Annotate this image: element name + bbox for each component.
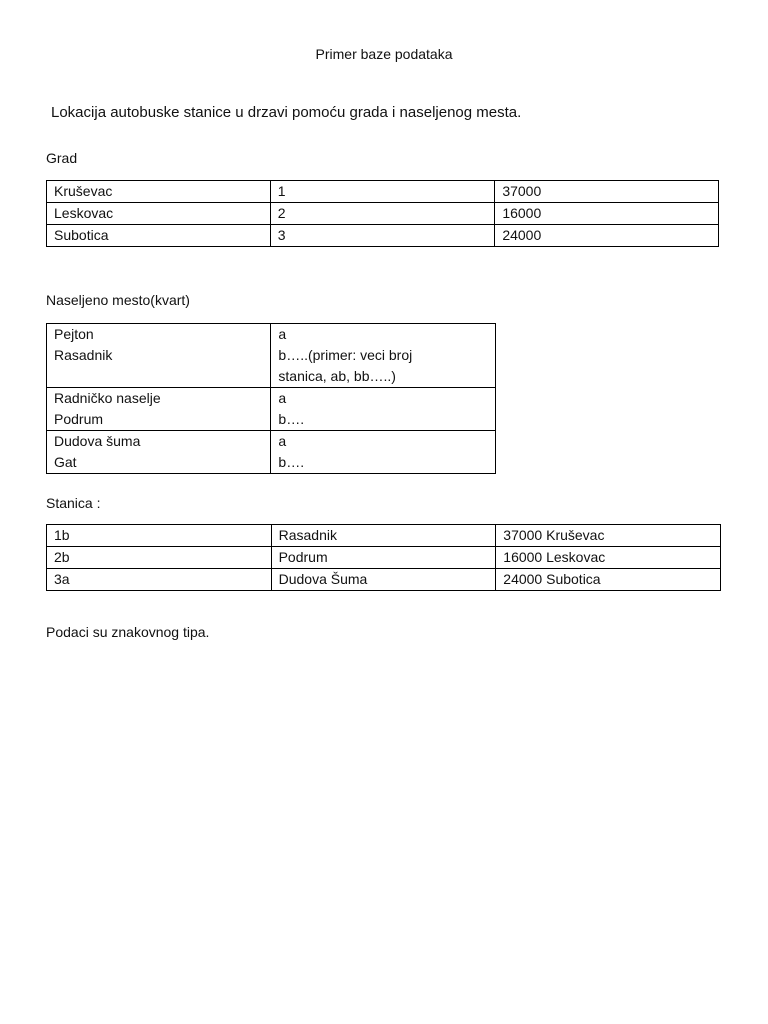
table-cell: 24000 <box>495 225 719 247</box>
intro-text: Lokacija autobuske stanice u drzavi pomoću grada i naseljenog mesta. <box>51 104 522 121</box>
cell-line: stanica, ab, bb…..) <box>278 368 396 384</box>
table-cell: 3a <box>47 569 272 591</box>
table-cell <box>47 431 271 474</box>
table-row <box>47 569 721 591</box>
table-row <box>47 181 719 203</box>
stanica-heading: Stanica : <box>46 495 101 511</box>
table-cell: 37000 <box>495 181 719 203</box>
cell-line: b…. <box>278 454 305 470</box>
table-cell: 1b <box>47 525 272 547</box>
table-row <box>47 203 719 225</box>
table-row <box>47 547 721 569</box>
naselje-heading: Naseljeno mesto(kvart) <box>46 292 190 308</box>
page-title: Primer baze podataka <box>315 46 453 62</box>
table-row <box>47 525 721 547</box>
cell-line: b…..(primer: veci broj <box>278 347 413 363</box>
table-row <box>47 431 496 474</box>
grad-table <box>46 180 719 247</box>
table-cell <box>271 388 496 431</box>
table-cell: Podrum <box>271 547 496 569</box>
table-cell: 37000 Kruševac <box>496 525 721 547</box>
grad-heading: Grad <box>46 150 78 166</box>
table-cell: 2 <box>270 203 495 225</box>
cell-line: b…. <box>278 411 305 427</box>
table-cell <box>47 388 271 431</box>
cell-line: Dudova šuma <box>54 433 141 449</box>
cell-line: Radničko naselje <box>54 390 161 406</box>
table-cell: 2b <box>47 547 272 569</box>
cell-line: Pejton <box>54 326 94 342</box>
table-cell: 16000 Leskovac <box>496 547 721 569</box>
cell-line: Gat <box>54 454 77 470</box>
table-cell: Kruševac <box>47 181 271 203</box>
table-cell <box>47 324 271 388</box>
footer-text: Podaci su znakovnog tipa. <box>46 624 210 640</box>
table-cell: 24000 Subotica <box>496 569 721 591</box>
table-row <box>47 388 496 431</box>
table-cell <box>271 431 496 474</box>
table-row <box>47 324 496 388</box>
cell-line: a <box>278 390 287 406</box>
table-cell: Rasadnik <box>271 525 496 547</box>
table-cell: Leskovac <box>47 203 271 225</box>
stanica-table <box>46 524 721 591</box>
table-cell: Subotica <box>47 225 271 247</box>
table-cell: 1 <box>270 181 495 203</box>
table-cell: 16000 <box>495 203 719 225</box>
table-cell: 3 <box>270 225 495 247</box>
table-cell <box>271 324 496 388</box>
table-row <box>47 225 719 247</box>
cell-line: a <box>278 433 287 449</box>
naselje-table <box>46 323 496 474</box>
cell-line: Rasadnik <box>54 347 113 363</box>
cell-line: Podrum <box>54 411 104 427</box>
cell-line: a <box>278 326 287 342</box>
table-cell: Dudova Šuma <box>271 569 496 591</box>
